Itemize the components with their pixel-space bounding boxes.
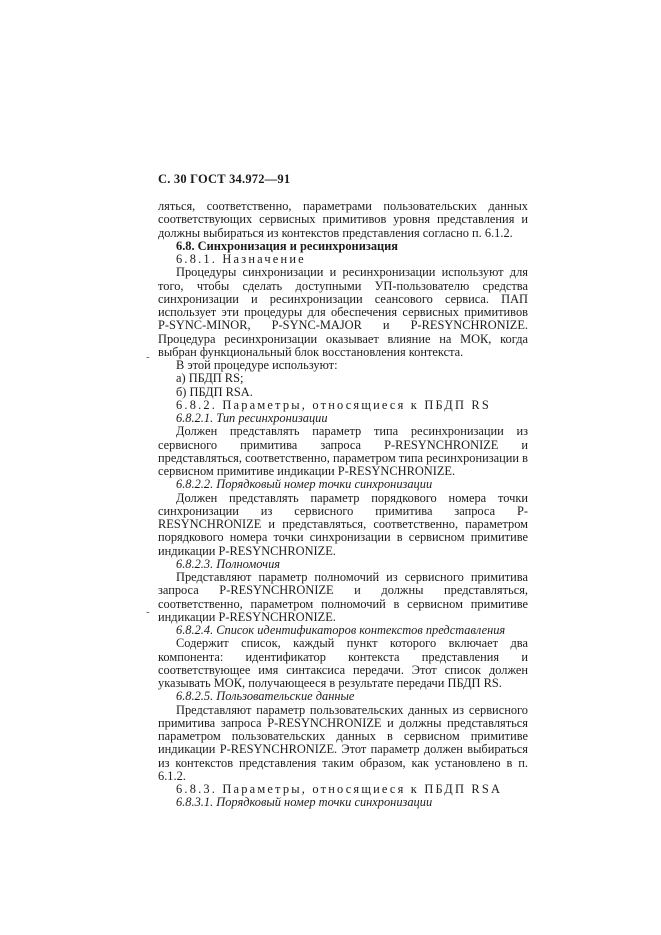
- document-text: [158, 200, 528, 810]
- margin-mark: -: [146, 351, 150, 363]
- section-heading-6-8-2-5: 6.8.2.5. Пользовательские данные: [176, 689, 355, 704]
- page-header: С. 30 ГОСТ 34.972—91: [158, 172, 291, 186]
- section-heading-6-8-2-3: 6.8.2.3. Полномочия: [176, 556, 281, 571]
- list-item: а) ПБДП RS;: [176, 371, 244, 386]
- paragraph-6-8-2-5: Представляют параметр пользовательских данных из сервисного примитива запроса P-RESYNCHRONIZE и должны представляться параметром пользовательских данных в сервисном примитиве индикации P-RESYNCHRONIZE. Этот параметр должен выбираться из контекстов представления таким образом, как установлено в п. 6.1.2.: [158, 702, 528, 783]
- section-heading-6-8-2-1: 6.8.2.1. Тип ресинхронизации: [176, 411, 328, 425]
- paragraph-intro: ляться, соответственно, параметрами пользовательских данных соответствующих сервисных примитивов уровня представления и должны выбираться из контекстов представления согласно п. 6.1.2.: [158, 199, 528, 240]
- section-heading-6-8-2-2: 6.8.2.2. Порядковый номер точки синхронизации: [176, 477, 433, 492]
- paragraph-6-8-1: Процедуры синхронизации и ресинхронизации используют для того, чтобы сделать доступными УП-пользователю средства синхронизации и ресинхронизации сеансового сервиса. ПАП использует эти процедуры для обеспечения сервисных примитивов P-SYNC-MINOR, P-SYNC-MAJOR и P-RESYNCHRONIZE. Процедура ресинхронизации оказывает влияние на МОК, когда выбран функциональный блок восстановления контекста.: [158, 265, 528, 359]
- paragraph-6-8-2-3: Представляют параметр полномочий из сервисного примитива запроса P-RESYNCHRONIZE и должны представляться, соответственно, параметром полномочий в сервисном примитиве индикации P-RESYNCHRONIZE.: [158, 570, 528, 624]
- list-item: б) ПБДП RSA.: [176, 384, 253, 399]
- section-heading-6-8-2: 6.8.2. Параметры, относящиеся к ПБДП RS: [176, 397, 491, 412]
- section-heading-6-8-2-4: 6.8.2.4. Список идентификаторов контекстов представления: [176, 623, 506, 637]
- paragraph-procedure-uses: В этой процедуре используют:: [176, 358, 338, 372]
- margin-mark: -: [146, 606, 150, 618]
- paragraph-6-8-2-1: Должен представлять параметр типа ресинхронизации из сервисного примитива запроса P-RESYNCHRONIZE и представляться, соответственно, параметром типа ресинхронизации в сервисном примитиве индикации P-RESYNCHRONIZE.: [158, 424, 528, 478]
- paragraph-6-8-2-4: Содержит список, каждый пункт которого включает два компонента: идентификатор контекста представления и соответствующее имя синтаксиса передачи. Этот список должен указывать МОК, получающееся в результате передачи ПБДП RS.: [158, 636, 528, 690]
- section-heading-6-8-3: 6.8.3. Параметры, относящиеся к ПБДП RSA: [176, 782, 503, 796]
- section-heading-6-8: 6.8. Синхронизация и ресинхронизация: [176, 238, 398, 253]
- section-heading-6-8-3-1: 6.8.3.1. Порядковый номер точки синхронизации: [176, 795, 433, 810]
- paragraph-6-8-2-2: Должен представлять параметр порядкового номера точки синхронизации из сервисного примитива запроса P-RESYNCHRONIZE и представляться, соответственно, параметром порядкового номера точки синхронизации в сервисном примитиве индикации P-RESYNCHRONIZE.: [158, 490, 528, 558]
- section-heading-6-8-1: 6.8.1. Назначение: [176, 252, 306, 266]
